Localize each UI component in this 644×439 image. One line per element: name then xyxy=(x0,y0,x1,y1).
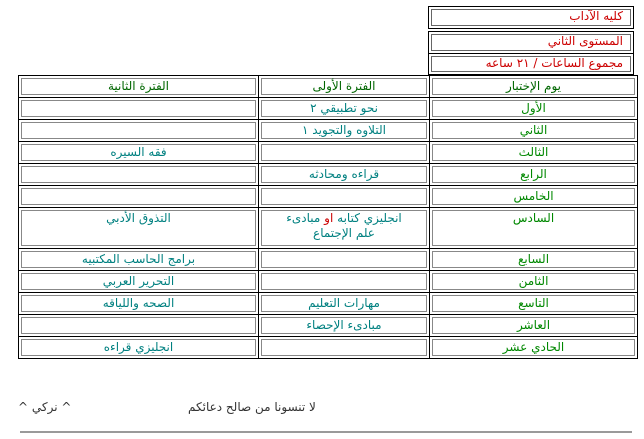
day-cell: العاشر xyxy=(430,315,638,337)
day-cell: الثامن xyxy=(430,271,638,293)
table-row xyxy=(19,271,638,293)
day-cell: الحادي عشر xyxy=(430,337,638,359)
table-row xyxy=(19,120,638,142)
sociology-text: علم الإجتماع xyxy=(313,226,375,240)
signature: ^ نركي ^ xyxy=(18,400,72,414)
first-period-cell xyxy=(259,186,430,208)
college-box xyxy=(428,6,634,29)
second-period-cell xyxy=(19,315,259,337)
day-cell: الثالث xyxy=(430,142,638,164)
table-row xyxy=(19,337,638,359)
table-row xyxy=(19,208,638,249)
second-period-cell: الصحه واللياقه xyxy=(19,293,259,315)
prayer-note: لا تنسونا من صالح دعائكم xyxy=(188,400,316,414)
first-period-cell xyxy=(259,208,430,249)
second-period-cell: التحرير العربي xyxy=(19,271,259,293)
college-name: كليه الآداب xyxy=(569,9,623,23)
second-period-cell xyxy=(19,120,259,142)
second-period-cell xyxy=(19,164,259,186)
table-row xyxy=(19,142,638,164)
level-box xyxy=(428,31,634,54)
principles-text: مبادىء xyxy=(286,211,321,225)
first-period-cell: التلاوه والتجويد ١ xyxy=(259,120,430,142)
first-period-cell xyxy=(259,249,430,271)
day-cell: الأول xyxy=(430,98,638,120)
first-period-cell xyxy=(259,337,430,359)
table-row xyxy=(19,98,638,120)
column-header-first-period: الفترة الأولى xyxy=(259,76,430,98)
table-row xyxy=(19,293,638,315)
hours-box xyxy=(428,53,634,75)
first-period-cell: نحو تطبيقي ٢ xyxy=(259,98,430,120)
second-period-cell: برامج الحاسب المكتبيه xyxy=(19,249,259,271)
first-period-cell xyxy=(259,271,430,293)
day-cell: الثاني xyxy=(430,120,638,142)
column-header-second-period: الفترة الثانية xyxy=(19,76,259,98)
first-period-cell xyxy=(259,142,430,164)
english-writing-text: انجليزي كتابه xyxy=(337,211,402,225)
exam-schedule-table xyxy=(18,75,638,359)
first-period-cell: قراءه ومحادثه xyxy=(259,164,430,186)
second-period-cell: التذوق الأدبي xyxy=(19,208,259,249)
second-period-cell xyxy=(19,186,259,208)
first-period-cell: مبادىء الإحصاء xyxy=(259,315,430,337)
day-cell: السادس xyxy=(430,208,638,249)
second-period-cell: انجليزي قراءه xyxy=(19,337,259,359)
second-period-cell xyxy=(19,98,259,120)
first-period-cell: مهارات التعليم xyxy=(259,293,430,315)
table-row xyxy=(19,249,638,271)
second-period-cell: فقه السيره xyxy=(19,142,259,164)
or-text: او xyxy=(324,211,334,225)
table-header-row xyxy=(19,76,638,98)
table-row xyxy=(19,164,638,186)
day-cell: السابع xyxy=(430,249,638,271)
bottom-rule xyxy=(20,431,632,433)
day-cell: التاسع xyxy=(430,293,638,315)
hours-total: مجموع الساعات / ٢١ ساعه xyxy=(485,56,623,70)
day-cell: الخامس xyxy=(430,186,638,208)
column-header-day: يوم الإختبار xyxy=(430,76,638,98)
table-row xyxy=(19,315,638,337)
table-row xyxy=(19,186,638,208)
level-label: المستوى الثاني xyxy=(547,34,623,48)
day-cell: الرابع xyxy=(430,164,638,186)
